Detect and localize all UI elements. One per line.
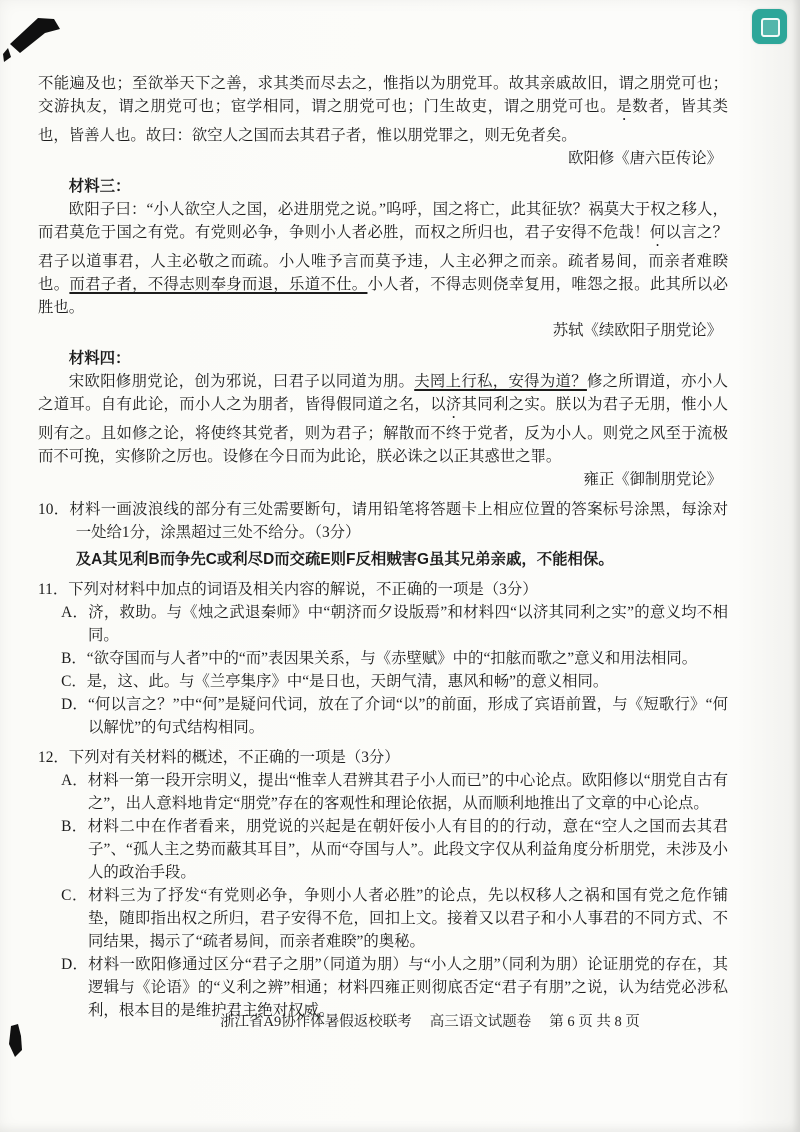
question-10-stem <box>38 498 728 544</box>
text-segment: C <box>205 551 217 568</box>
option-text: “欲夺国而与人者”中的“而”表因果关系，与《赤壁赋》中的“扣舷而歌之”意义和用法相同。 <box>86 650 698 667</box>
option-label: A． <box>61 772 88 789</box>
text-segment: 而交疏 <box>274 551 321 568</box>
text-segment: G <box>417 551 430 568</box>
page-content <box>38 72 728 1022</box>
text-segment: 何 <box>649 224 666 241</box>
option-text: 材料一第一段开宗明义，提出“惟幸人君辨其君子小人而已”的中心论点。欧阳修以“朋党自古有之”，出人意料地肯定“朋党”存在的客观性和理论依据，从而顺利地推出了文章的中心论点。 <box>87 772 728 812</box>
question-12-number: 12． <box>38 749 69 766</box>
question-10 <box>38 498 728 571</box>
question-11-number: 11． <box>38 581 69 598</box>
option-label: A． <box>61 604 89 621</box>
material3-source: 苏轼《续欧阳子朋党论》 <box>552 322 722 339</box>
text-segment: B <box>148 551 160 568</box>
text-segment: E <box>320 551 331 568</box>
material4-source: 雍正《御制朋党论》 <box>583 471 722 488</box>
text-segment: 其同利之实。朕以为君子无朋，惟小人则有之。且如修之论，将使终其党者，则为君子；解散而不终于党者，反为小人。则党之风至于流极而不可挽，实修阶之厉也。设修在今日而为此论，朕必诛之以正其惑世之罪。 <box>38 396 728 465</box>
question-11-stem-text: 下列对材料中加点的词语及相关内容的解说，不正确的一项是（3分） <box>68 581 538 598</box>
option-text: 是，这、此。与《兰亭集序》中“是日也，天朗气清，惠风和畅”的意义相同。 <box>86 673 609 690</box>
text-segment: 数者，皆其类也，皆善人也。故曰：欲空人之国而去其君子者，惟以朋党罪之，则无免者矣。 <box>38 98 728 144</box>
text-segment: 而争先 <box>159 551 206 568</box>
question-11-stem <box>38 578 728 601</box>
option-label: B． <box>61 818 88 835</box>
question-12-stem <box>38 746 728 769</box>
material2-continuation-text <box>38 72 728 147</box>
question-10-stem-text: 材料一画波浪线的部分有三处需要断句，请用铅笔将答题卡上相应位置的答案标号涂黑，每涂对一处给1分，涂黑超过三处不给分。（3分） <box>69 501 728 541</box>
material4-heading: 材料四： <box>68 350 131 367</box>
option-text: 材料三为了抒发“有党则必争，争则小人者必胜”的论点，先以权移人之祸和国有党之危作铺垫，随即指出权之所归，君子安得不危，回扣上文。接着又以君子和小人事君的不同方式、不同结果，揭示了“疏者易间，而亲者难睽”的奥秘。 <box>88 887 729 950</box>
text-segment: F <box>346 551 356 568</box>
watermark-glyph <box>761 18 780 37</box>
text-segment: 小人者，不得志则侥幸复用，唯怨之报。此其所以必胜也。 <box>38 276 728 316</box>
question-11-option-a <box>61 601 728 647</box>
text-segment: 或利尽 <box>216 551 264 568</box>
ink-smudge-bottom-left-icon <box>6 1024 30 1060</box>
text-segment: 虽其兄弟亲戚，不能相保。 <box>429 551 614 568</box>
option-text: 材料一欧阳修通过区分“君子之朋”（同道为朋）与“小人之朋”（同利为朋）论证朋党的存在，其逻辑与《论语》的“义利之辨”相通；材料四雍正则彻底否定“君子有朋”之说，认为结党必涉私利，根本目的是维护君主绝对权威。 <box>88 956 728 1019</box>
scanner-watermark-icon <box>752 9 787 44</box>
question-12 <box>38 746 728 1022</box>
material3-text <box>38 198 728 319</box>
option-label: C． <box>61 673 87 690</box>
option-label: D． <box>61 956 89 973</box>
question-11-option-d <box>61 693 728 739</box>
material4-text <box>38 370 728 468</box>
text-segment: 以言之？君子以道事君，人主必敬之而疏。小人唯予言而莫予违，人主必狎之而亲。疏者易间，而亲者难睽也。 <box>38 224 728 293</box>
material3-heading: 材料三： <box>68 178 131 195</box>
text-segment: 修之所谓道，亦小人之道耳。自有此论，而小人之为朋者，皆得假同道之名，以 <box>38 373 728 413</box>
text-segment: 及 <box>75 551 92 568</box>
question-11-option-b <box>61 647 728 670</box>
text-segment: 是 <box>616 98 633 115</box>
option-label: C． <box>61 887 89 904</box>
footer-page-number: 第 6 页 共 8 页 <box>549 1014 640 1030</box>
material2-source: 欧阳修《唐六臣传论》 <box>568 150 722 167</box>
footer-paper-name: 高三语文试题卷 <box>429 1014 532 1030</box>
text-segment: 济 <box>445 396 462 413</box>
question-12-stem-text: 下列对有关材料的概述，不正确的一项是（3分） <box>68 749 400 766</box>
option-label: B． <box>61 650 87 667</box>
question-10-punctuation-sentence <box>76 548 728 571</box>
question-11-option-c <box>61 670 728 693</box>
text-segment: D <box>263 551 275 568</box>
text-segment: 而君子者，不得志则奉身而退，乐道不仕。 <box>69 276 368 293</box>
text-segment: 宋欧阳修朋党论，创为邪说，曰君子以同道为朋。 <box>68 373 415 390</box>
text-segment: 夫罔上行私，安得为道？ <box>414 373 587 390</box>
text-segment: 欧阳子曰：“小人欲空人之国，必进朋党之说。”呜呼，国之将亡，此其征欤？祸莫大于权之移人，而君莫危于国之有党。有党则必争，争则小人者必胜，而权之所归也，君子安得不危哉！ <box>38 201 728 241</box>
text-segment: 反相贼害 <box>355 551 418 568</box>
question-11 <box>38 578 728 739</box>
question-12-option-b <box>61 815 728 884</box>
ink-smudge-top-left-icon <box>2 8 74 64</box>
option-label: D． <box>61 696 88 713</box>
text-segment: A <box>91 551 103 568</box>
text-segment: 不能遍及也；至欲举天下之善，求其类而尽去之，惟指以为朋党耳。故其亲戚故旧，谓之朋党可也；交游执友，谓之朋党可也；宦学相同，谓之朋党可也；门生故吏，谓之朋党可也。 <box>38 75 728 115</box>
question-10-number: 10． <box>38 501 70 518</box>
option-text: “何以言之？”中“何”是疑问代词，放在了介词“以”的前面，形成了宾语前置，与《短歌行》“何以解忧”的句式结构相同。 <box>87 696 728 736</box>
option-text: 材料二中在作者看来，朋党说的兴起是在朝奸佞小人有目的的行动，意在“空人之国而去其君子”、“孤人主之势而蔽其耳目”，从而“夺国与人”。此段文字仅从利益角度分析朋党，未涉及小人的政治手段。 <box>87 818 728 881</box>
question-12-option-a <box>61 769 728 815</box>
footer-exam-name: 浙江省A9协作体暑假返校联考 <box>220 1014 412 1030</box>
text-segment: 则 <box>330 551 347 568</box>
text-segment: 其见利 <box>102 551 149 568</box>
question-12-option-c <box>61 884 728 953</box>
option-text: 济，救助。与《烛之武退秦师》中“朝济而夕设版焉”和材料四“以济其同利之实”的意义均不相同。 <box>88 604 728 644</box>
page-footer <box>60 1010 800 1031</box>
